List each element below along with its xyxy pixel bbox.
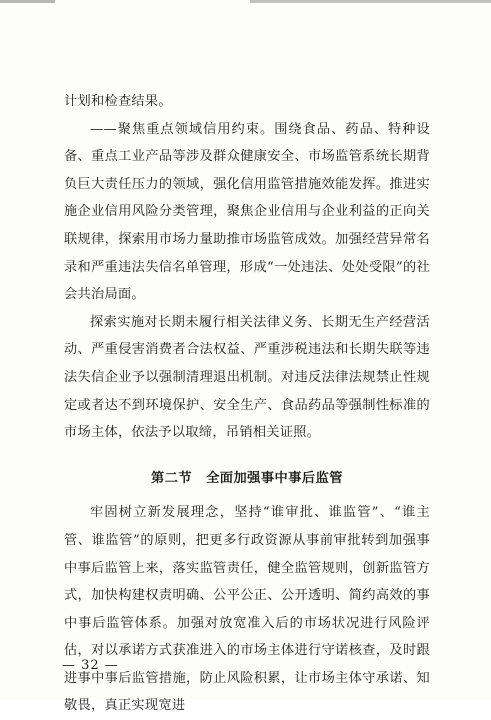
paragraph-supervision: 牢固树立新发展理念，坚持“谁审批、谁监管”、“谁主管、谁监管”的原则，把更多行政资源从事前审批转到加强事中事后监管上来，落实监管责任，健全监管规则，创新监管方式，加快构建权责明确、公平公正、公开透明、简约高效的事中事后监管体系。加强对放宽准入后的市场状况进行风险评估，对以承诺方式获准进入的市场主体进行守诺核查，及时跟进事中事后监管措施，防止风险积累，让市场主体守承诺、知敬畏，真正实现宽进 xyxy=(64,505,430,714)
paragraph-forced-exit: 探索实施对长期未履行相关法律义务、长期无生产经营活动、严重侵害消费者合法权益、严重涉税违法和长期失联等违法失信企业予以强制清理退出机制。对违反法律法规禁止性规定或者达不到环境保护、安全生产、食品药品等强制性标准的市场主体，依法予以取缔，吊销相关证照。 xyxy=(64,314,430,441)
page-number: — 32 — xyxy=(62,658,119,673)
paragraph-continuation: 计划和检查结果。 xyxy=(64,94,172,109)
body-text xyxy=(64,88,430,720)
scan-edge-artifact xyxy=(0,0,491,3)
paragraph-credit-constraint: ——聚焦重点领域信用约束。围绕食品、药品、特种设备、重点工业产品等涉及群众健康安全、市场监管系统长期背负巨大责任压力的领域，强化信用监管措施效能发挥。推进实施企业信用风险分类管理，聚焦企业信用与企业利益的正向关联规律，探索用市场力量助推市场监管成效。加强经营异常名录和严重违法失信名单管理，形成“一处违法、处处受限”的社会共治局面。 xyxy=(64,121,430,303)
section-heading xyxy=(64,465,430,493)
section-title: 全面加强事中事后监管 xyxy=(206,470,343,486)
section-number: 第二节 xyxy=(151,470,193,486)
